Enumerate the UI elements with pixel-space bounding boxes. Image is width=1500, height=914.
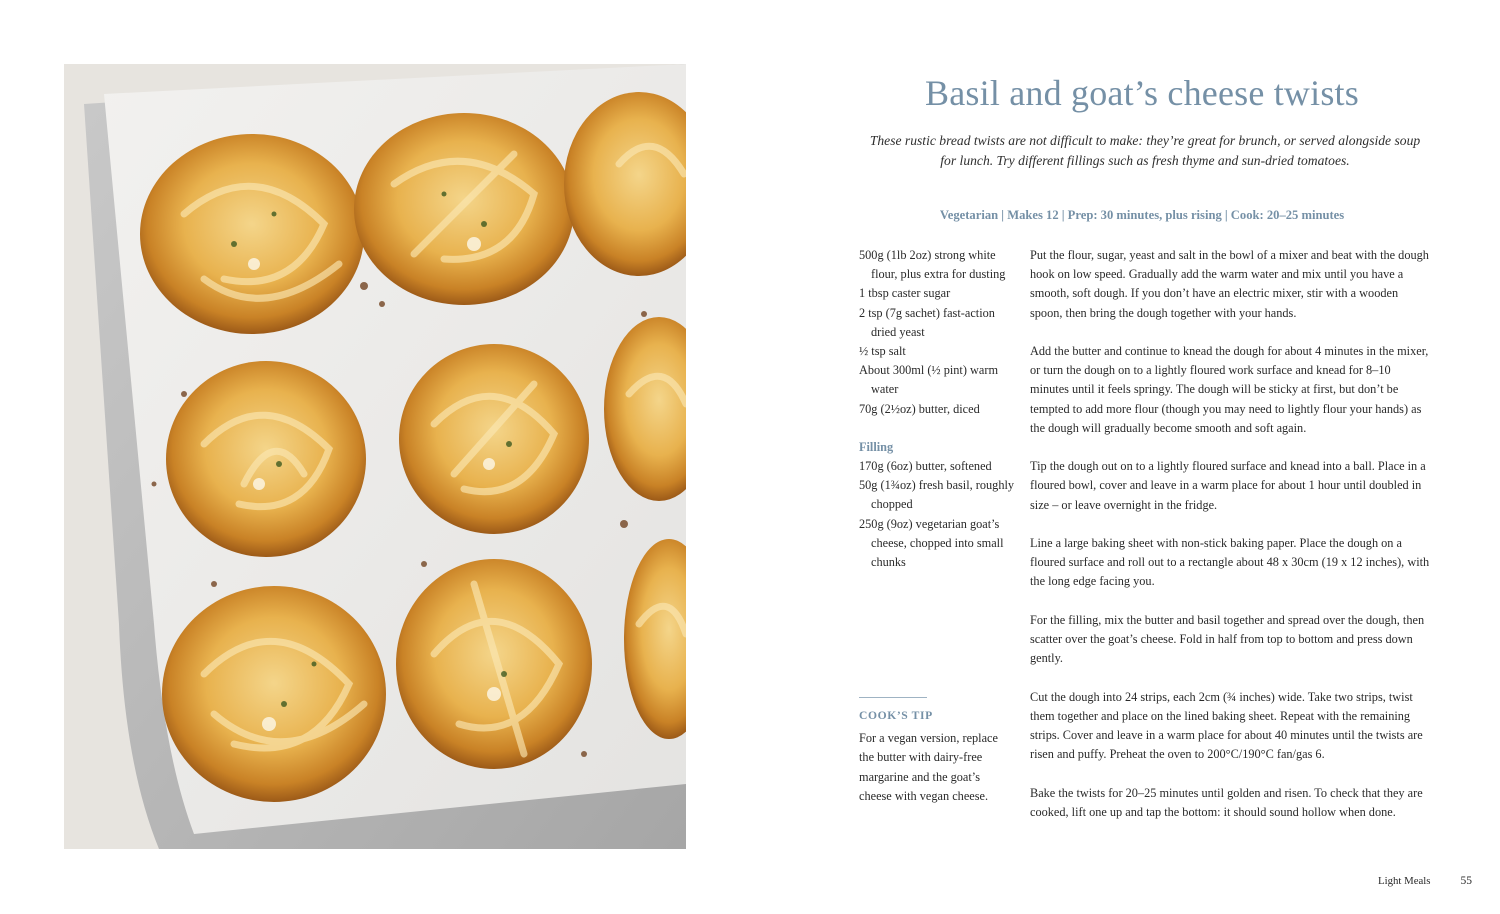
method-step: Bake the twists for 20–25 minutes until golden and risen. To check that they are cooked, lift one up and tap the bottom: it should sound hollow when done.: [1030, 785, 1423, 819]
section-name: Light Meals: [1378, 875, 1431, 887]
filling-item: 170g (6oz) butter, softened: [859, 459, 992, 474]
tip-divider: [859, 697, 927, 698]
tip-heading: COOK’S TIP: [859, 709, 933, 722]
filling-heading: Filling: [859, 439, 894, 454]
method-step: For the filling, mix the butter and basil together and spread over the dough, then scatter over the goat’s cheese. Fold in half from top to bottom and press down gently.: [1030, 612, 1425, 666]
recipe-intro: These rustic bread twists are not difficult to make: they’re great for brunch, or served alongside soup for lunch. Try different fillings such as fresh thyme and sun-dried tomatoes.: [869, 133, 1421, 168]
photo-illustration: [64, 64, 686, 849]
ingredient-item: ½ tsp salt: [859, 344, 906, 359]
filling-item: 250g (9oz) vegetarian goat’s cheese, chopped into small chunks: [859, 516, 1004, 570]
recipe-meta: Vegetarian | Makes 12 | Prep: 30 minutes, plus rising | Cook: 20–25 minutes: [939, 208, 1345, 222]
bread-twists-photo: [64, 64, 686, 849]
cooks-tip: [859, 697, 1009, 806]
ingredients-list: [859, 246, 1019, 572]
page-footer: [1300, 875, 1472, 887]
method-step: Tip the dough out on to a lightly floured surface and knead into a ball. Place in a floured bowl, cover and leave in a warm place for about 1 hour until doubled in size – or leave overnight in the fridge.: [1030, 459, 1426, 512]
ingredient-item: 70g (2½oz) butter, diced: [859, 401, 980, 416]
page-number: 55: [1460, 875, 1472, 887]
tip-text: For a vegan version, replace the butter with dairy-free margarine and the goat’s cheese with vegan cheese.: [859, 731, 998, 803]
ingredient-item: About 300ml (½ pint) warm water: [859, 363, 999, 397]
recipe-title: Basil and goat’s cheese twists: [925, 73, 1359, 113]
filling-item: 50g (1¾oz) fresh basil, roughly chopped: [859, 478, 1015, 512]
method-step: Cut the dough into 24 strips, each 2cm (¾ inches) wide. Take two strips, twist them together and place on the lined baking sheet. Repeat with the remaining strips. Cover and leave in a warm place for about 40 minutes until the twists are risen and puffy. Preheat the oven to 200°C/190°C fan/gas 6.: [1030, 689, 1423, 762]
method-step: Add the butter and continue to knead the dough for about 4 minutes in the mixer, or turn the dough on to a lightly floured work surface and knead for 8–10 minutes until it feels springy. The dough will be sticky at first, but don’t be tempted to add more flour (though you may need to lightly flour your hands) as the dough will gradually become smooth and soft again.: [1030, 344, 1429, 435]
ingredient-item: 500g (1lb 2oz) strong white flour, plus extra for dusting: [859, 248, 1006, 282]
method-step: Put the flour, sugar, yeast and salt in the bowl of a mixer and beat with the dough hook on low speed. Gradually add the warm water and mix until you have a smooth, soft dough. If you don’t have an electric mixer, stir with a wooden spoon, then bring the dough together with your hands.: [1030, 248, 1429, 320]
method-step: Line a large baking sheet with non-stick baking paper. Place the dough on a floured surface and roll out to a rectangle about 48 x 30cm (19 x 12 inches), with the long edge facing you.: [1030, 536, 1430, 589]
method-steps: [1030, 246, 1430, 841]
ingredient-item: 1 tbsp caster sugar: [859, 286, 951, 301]
ingredient-item: 2 tsp (7g sachet) fast-action dried yeast: [859, 305, 995, 339]
